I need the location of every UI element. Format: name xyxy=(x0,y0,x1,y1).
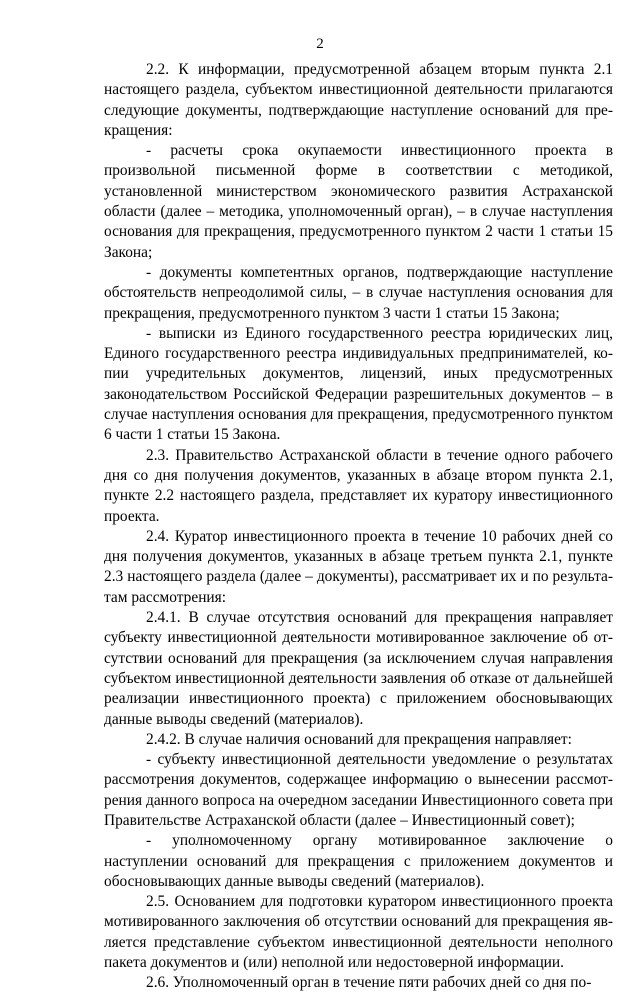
paragraph-2-4-2-item-investor-notice: - субъекту инвестиционной деятельности уведомление о результатах рассмотрения документов, содержащее информацию о вынесении рассмотрения данного вопроса на очередном заседании Инвестиционного совета при Правительстве Астраханской области (далее – Инвестиционный совет); xyxy=(104,751,613,829)
paragraph-2-4: 2.4. Куратор инвестиционного проекта в течение 10 рабочих дней со дня получения документов, указанных в абзаце третьем пункта 2.1, пункте 2.3 настоящего раздела (далее – документы), рассматривает их и по результатам рассмотрения: xyxy=(104,527,613,606)
paragraph-2-2: 2.2. К информации, предусмотренной абзацем вторым пункта 2.1 настоящего раздела, субъектом инвестиционной деятельности прилагаются следующие документы, подтверждающие наступление оснований для прекращения: xyxy=(104,61,613,139)
paragraph-2-2-item-payback: - расчеты срока окупаемости инвестиционного проекта в произвольной письменной форме в соответствии с методикой, установленной министерством экономического развития Астраханской области (далее – методика, уполномоченный орган), – в случае наступления основания для прекращения, предусмотренного пунктом 2 части 1 статьи 15 Закона; xyxy=(104,142,613,261)
paragraph-2-5: 2.5. Основанием для подготовки куратором инвестиционного проекта мотивированного заключения об отсутствии оснований для прекращения является представление субъектом инвестиционной деятельности неполного пакета документов и (или) неполной или недостоверной информации. xyxy=(104,893,613,972)
paragraph-2-4-1: 2.4.1. В случае отсутствия оснований для прекращения направляет субъекту инвестиционной деятельности мотивированное заключение об отсутствии оснований для прекращения (за исключением случая направления субъектом инвестиционной деятельности заявления об отказе от дальнейшей реализации инвестиционного проекта) с приложением обосновывающих данные выводы сведений (материалов). xyxy=(104,609,613,728)
document-body xyxy=(104,60,613,994)
paragraph-2-2-item-force-majeure: - документы компетентных органов, подтверждающие наступление обстоятельств непреодолимой силы, – в случае наступления основания для прекращения, предусмотренного пунктом 3 части 1 статьи 15 Закона; xyxy=(104,263,613,322)
paragraph-2-4-2-item-authority-conclusion: - уполномоченному органу мотивированное заключение о наступлении оснований для прекращения с приложением документов и обосновывающих данные выводы сведений (материалов). xyxy=(104,832,613,890)
paragraph-2-6: 2.6. Уполномоченный орган в течение пяти рабочих дней со дня по- xyxy=(146,974,592,992)
paragraph-2-2-item-registry-extracts: - выписки из Единого государственного реестра юридических лиц, Единого государственного реестра индивидуальных предпринимателей, копии учредительных документов, лицензий, иных предусмотренных законодательством Российской Федерации разрешительных документов – в случае наступления основания для прекращения, предусмотренного пунктом 6 части 1 статьи 15 Закона. xyxy=(104,324,613,444)
paragraph-2-3: 2.3. Правительство Астраханской области в течение одного рабочего дня со дня получения документов, указанных в абзаце втором пункта 2.1, пункте 2.2 настоящего раздела, представляет их куратору инвестиционного проекта. xyxy=(104,446,613,525)
paragraph-2-4-2: 2.4.2. В случае наличия оснований для прекращения направляет: xyxy=(146,730,572,748)
page-number: 2 xyxy=(316,36,324,52)
